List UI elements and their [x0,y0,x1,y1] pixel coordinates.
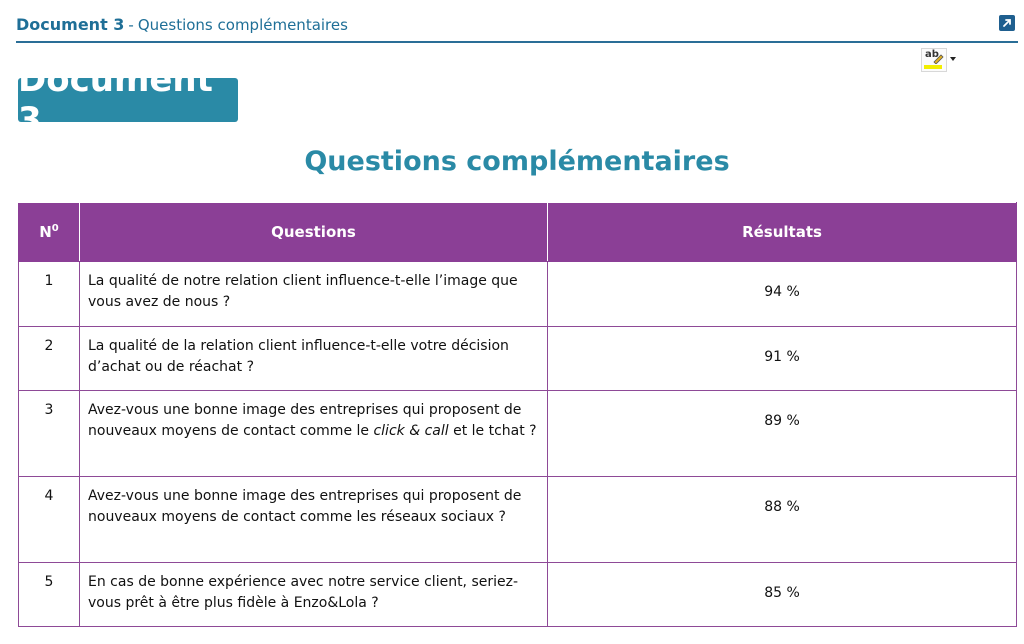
row-question: En cas de bonne expérience avec notre service client, seriez-vous prêt à être plus fidèle à Enzo&Lola ? [80,563,548,627]
row-number: 5 [19,563,80,627]
table-row [19,563,1017,627]
table-row [19,477,1017,563]
document-badge: Document 3 [18,78,238,122]
row-number: 2 [19,327,80,391]
table-header-row [19,203,1017,262]
external-link-icon [1001,17,1013,29]
column-header-results: Résultats [548,203,1017,262]
row-question: La qualité de la relation client influence-t-elle votre décision d’achat ou de réachat ? [80,327,548,391]
row-question-part: Avez-vous une bonne image des entreprises qui proposent de nouveaux moyens de contact comme le [88,402,522,439]
row-number: 3 [19,391,80,477]
chevron-down-icon[interactable] [950,57,956,61]
column-header-number [19,203,80,262]
row-result: 89 % [548,391,1017,477]
breadcrumb [16,15,348,34]
page-title: Questions complémentaires [304,146,730,177]
row-question-part: et le tchat ? [448,423,537,439]
highlighter-label: ab [925,49,939,60]
row-result: 85 % [548,563,1017,627]
breadcrumb-subtitle: Questions complémentaires [137,16,348,34]
table-row [19,262,1017,327]
highlighter-icon[interactable] [921,48,947,72]
table-row [19,327,1017,391]
highlighter-tool[interactable] [921,48,959,72]
row-result: 94 % [548,262,1017,327]
top-bar [16,10,1018,43]
pen-icon [932,52,944,64]
expand-button[interactable] [999,15,1015,31]
column-header-number-sup: 0 [51,223,59,234]
row-number: 4 [19,477,80,563]
results-table [18,202,1017,627]
breadcrumb-document: Document 3 [16,15,125,34]
table-row [19,391,1017,477]
row-question: Avez-vous une bonne image des entreprises qui proposent de nouveaux moyens de contact comme les réseaux sociaux ? [80,477,548,563]
row-result: 91 % [548,327,1017,391]
row-number: 1 [19,262,80,327]
row-question [80,391,548,477]
highlighter-color-swatch [924,65,942,69]
breadcrumb-separator: - [128,16,134,34]
row-result: 88 % [548,477,1017,563]
column-header-number-label: N [39,223,52,241]
column-header-questions: Questions [80,203,548,262]
row-question: La qualité de notre relation client influence-t-elle l’image que vous avez de nous ? [80,262,548,327]
row-question-italic: click & call [373,423,449,439]
